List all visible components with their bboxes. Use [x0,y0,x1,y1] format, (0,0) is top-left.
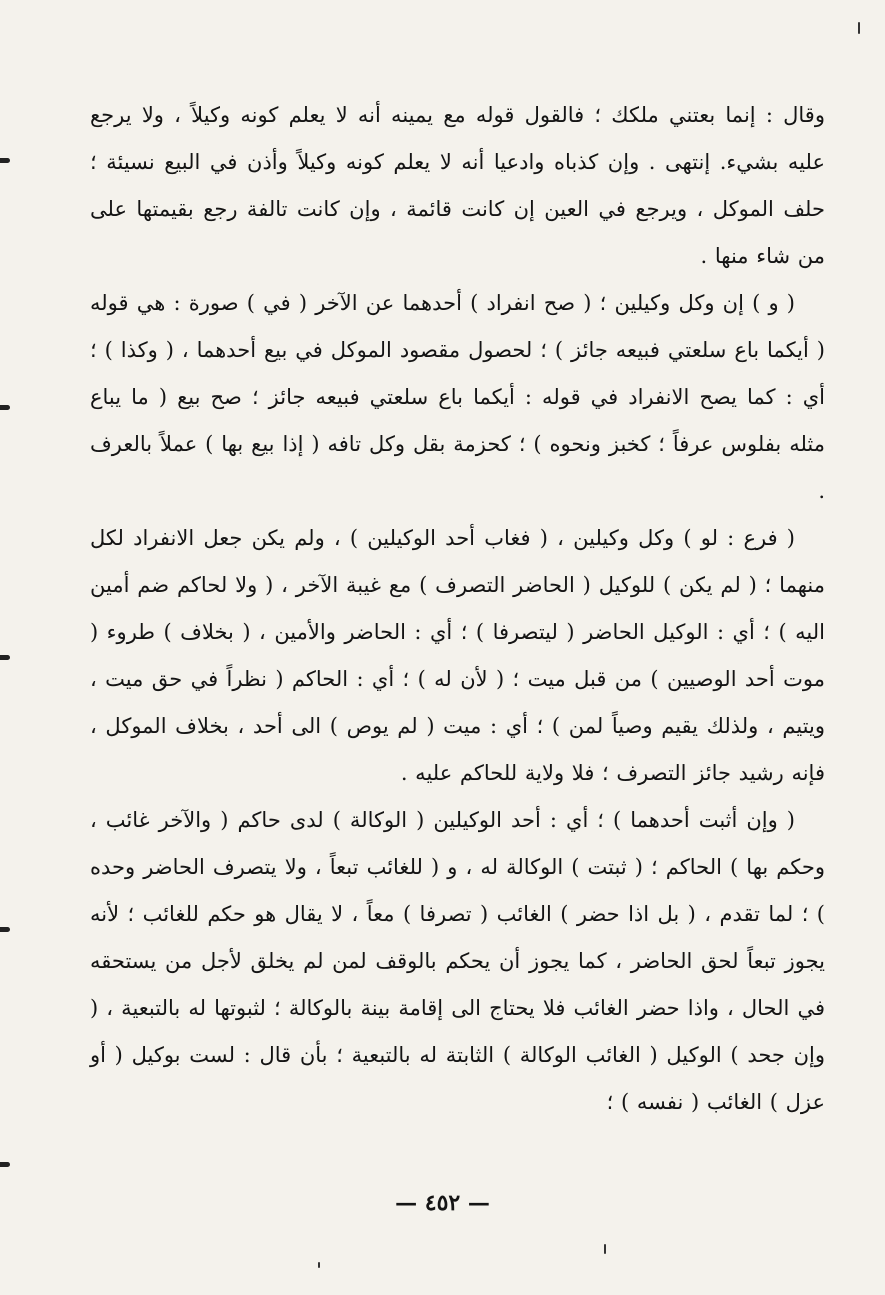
binding-mark [0,655,10,660]
paragraph-3: ( فرع : لو ) وكل وكيلين ، ( فغاب أحد الوكيلين ) ، ولم يكن جعل الانفراد لكل منهما ؛ ( لم يكن ) للوكيل ( الحاضر التصرف ) مع غيبة الآخر ، ( ولا لحاكم ضم أمين اليه ) ؛ أي : الوكيل الحاضر ( ليتصرفا ) ؛ أي : الحاضر والأمين ، ( بخلاف ) طروء ( موت أحد الوصيين ) من قبل ميت ؛ ( لأن له ) ؛ أي : الحاكم ( نظراً في حق ميت ، ويتيم ، ولذلك يقيم وصياً لمن ) ؛ أي : ميت ( لم يوص ) الى أحد ، بخلاف الموكل ، فإنه رشيد جائز التصرف ؛ فلا ولاية للحاكم عليه . [90,526,825,785]
binding-mark [0,927,10,932]
binding-mark [0,158,10,163]
scan-speck [604,1244,606,1254]
page-number: — ٤٥٢ — [395,1190,490,1216]
paragraph-4: ( وإن أثبت أحدهما ) ؛ أي : أحد الوكيلين ( الوكالة ) لدى حاكم ( والآخر غائب ، وحكم بها ) الحاكم ؛ ( ثبتت ) الوكالة له ، و ( للغائب تبعاً ، ولا يتصرف الحاضر وحده ) ؛ لما تقدم ، ( بل اذا حضر ) الغائب ( تصرفا ) معاً ، لا يقال هو حكم للغائب ؛ لأنه يجوز تبعاً لحق الحاضر ، كما يجوز أن يحكم بالوقف لمن لم يخلق لأجل من يستحقه في الحال ، واذا حضر الغائب فلا يحتاج الى إقامة بينة بالوكالة ؛ لثبوتها له بالتبعية ، ( وإن جحد ) الوكيل ( الغائب الوكالة ) الثابتة له بالتبعية ؛ بأن قال : لست بوكيل ( أو عزل ) الغائب ( نفسه ) ؛ [90,808,825,1114]
binding-mark [0,1162,10,1167]
paragraph-2: ( و ) إن وكل وكيلين ؛ ( صح انفراد ) أحدهما عن الآخر ( في ) صورة : هي قوله ( أيكما باع سلعتي فبيعه جائز ) ؛ لحصول مقصود الموكل في بيع أحدهما ، ( وكذا ) ؛ أي : كما يصح الانفراد في قوله : أيكما باع سلعتي فبيعه جائز ؛ صح بيع ( ما يباع مثله بفلوس عرفاً ؛ كخبز ونحوه ) ؛ كحزمة بقل وكل تافه ( إذا بيع بها ) عملاً بالعرف . [90,291,825,503]
body-text [90,92,825,1126]
scan-speck [318,1262,320,1268]
scan-speck [858,22,860,34]
paragraph-1: وقال : إنما بعتني ملكك ؛ فالقول قوله مع يمينه أنه لا يعلم كونه وكيلاً ، ولا يرجع عليه بشيء. إنتهى . وإن كذباه وادعيا أنه لا يعلم كونه وكيلاً وأذن في البيع نسيئة ؛ حلف الموكل ، ويرجع في العين إن كانت قائمة ، وإن كانت تالفة رجع بقيمتها على من شاء منها . [90,103,825,268]
binding-mark [0,405,10,410]
